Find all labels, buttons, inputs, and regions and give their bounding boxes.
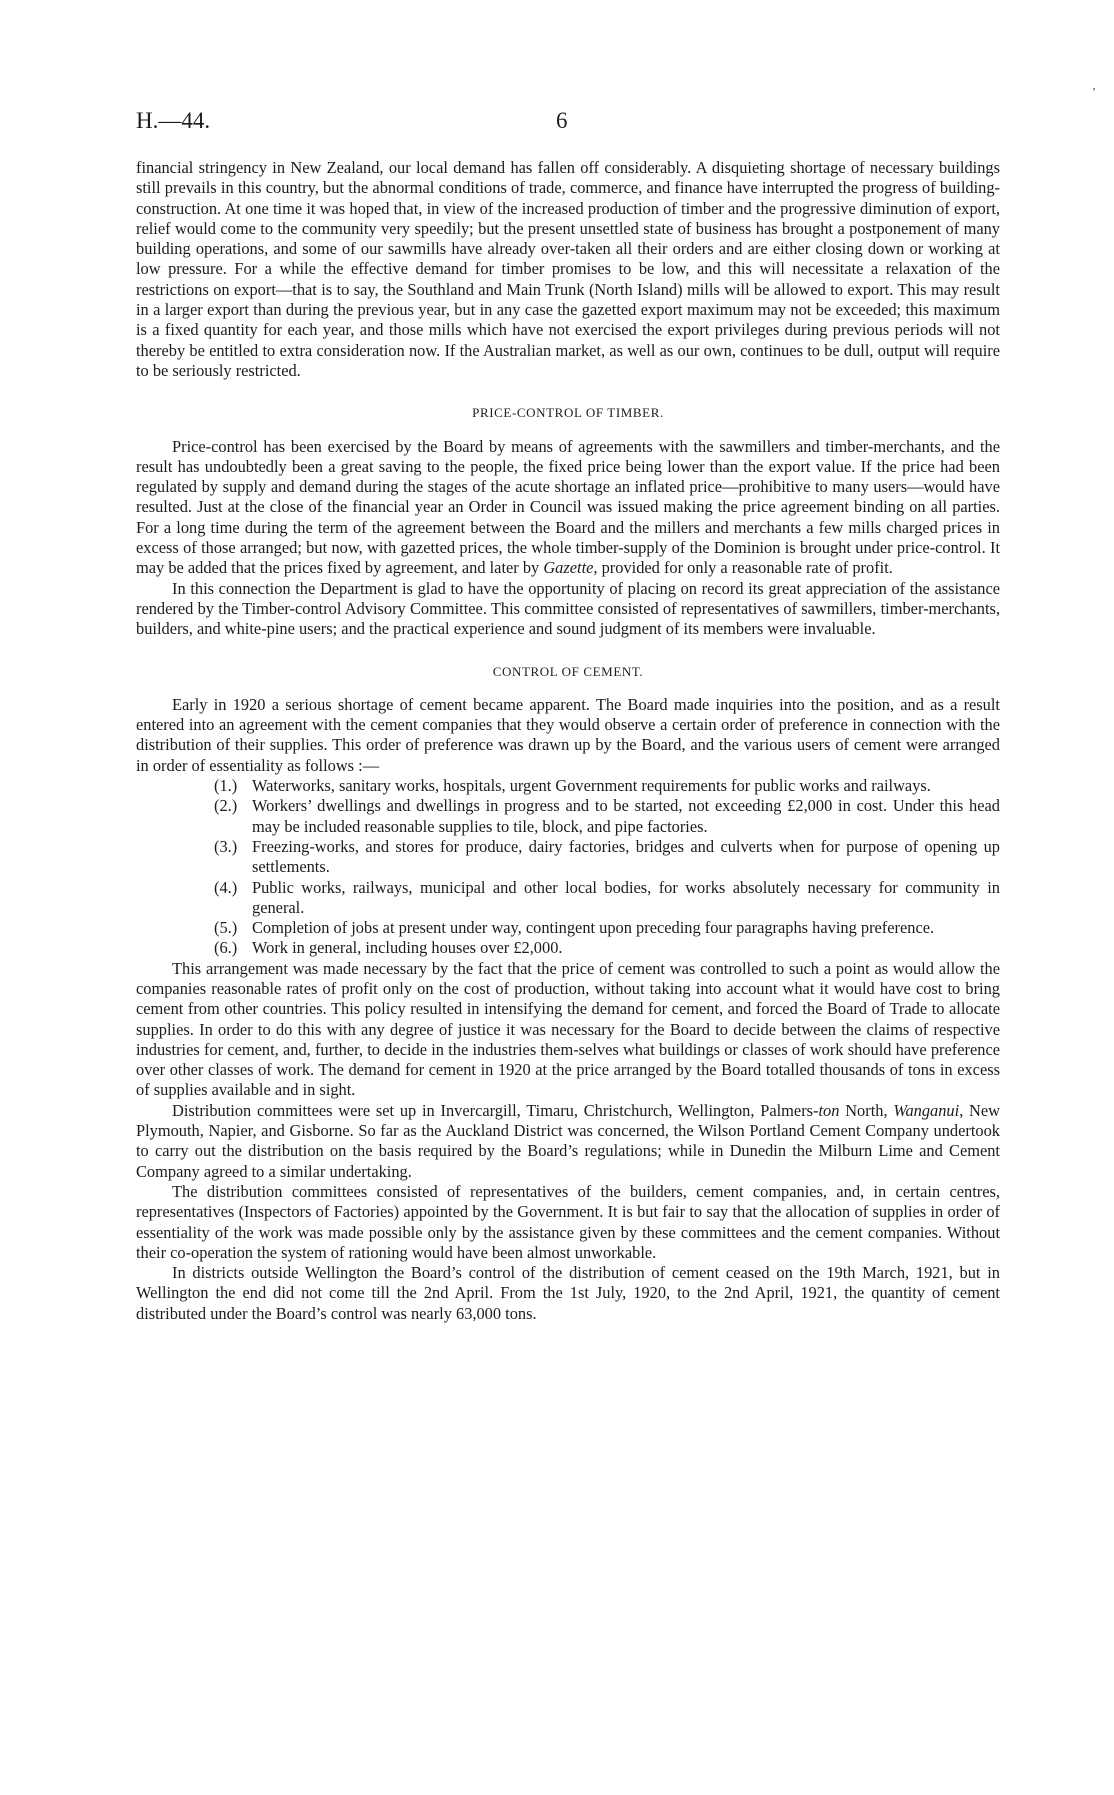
cement-paragraph-3 — [136, 1101, 1000, 1182]
list-item-text: Workers’ dwellings and dwellings in progress and to be started, not exceeding £2,000 in cost. Under this head may be included reasonable supplies to tile, block, and pipe factories. — [252, 796, 1000, 836]
list-item-number: (5.) — [214, 918, 238, 938]
timber-p1-italic: Gazette — [543, 558, 594, 578]
corner-mark: ‚ — [1092, 78, 1096, 92]
cement-p3-italic-b: Wanganui — [893, 1100, 960, 1120]
list-item — [214, 918, 1000, 938]
list-item-number: (4.) — [214, 877, 238, 897]
timber-paragraph-2: In this connection the Department is glad to have the opportunity of placing on record its great appreciation of the assistance rendered by the Timber-control Advisory Committee. This committee consisted of representatives of sawmillers, timber-merchants, builders, and white-pine users; and the practical experience and sound judgment of its members were invaluable. — [136, 578, 1000, 639]
list-item — [214, 837, 1000, 878]
section-heading-cement: CONTROL OF CEMENT. — [492, 663, 644, 679]
list-item-number: (3.) — [214, 836, 238, 856]
page-body — [136, 158, 1000, 1324]
cement-p3-text-a: Distribution committees were set up in Invercargill, Timaru, Christchurch, Wellington, Palmers- — [172, 1100, 819, 1120]
timber-paragraph-1 — [136, 437, 1000, 579]
list-item-text: Public works, railways, municipal and other local bodies, for works absolutely necessary for community in general. — [252, 877, 1000, 917]
list-item — [214, 796, 1000, 837]
list-item — [214, 776, 1000, 796]
timber-p1-text-b: , provided for only a reasonable rate of profit. — [593, 558, 893, 578]
cement-p3-text-c: , New Plymouth, Napier, and Gisborne. So far as the Auckland District was concerned, the Wilson Portland Cement Company undertook to carry out the distribution on the basis required by the Board’s regulations; while in Dunedin the Milburn Lime and Cement Company agreed to a similar undertaking. — [136, 1100, 1000, 1181]
cement-paragraph-1: Early in 1920 a serious shortage of cement became apparent. The Board made inquiries into the position, and as a result entered into an agreement with the cement companies that they would observe a certain order of preference in connection with the distribution of their supplies. This order of preference was drawn up by the Board, and the various users of cement were arranged in order of essentiality as follows :— — [136, 694, 1000, 775]
list-item-text: Waterworks, sanitary works, hospitals, urgent Government requirements for public works and railways. — [252, 776, 931, 796]
cement-paragraph-4: The distribution committees consisted of representatives of the builders, cement companies, and, in certain centres, representatives (Inspectors of Factories) appointed by the Government. It is but fair to say that the allocation of supplies in order of essentiality of the work was made possible only by the assistance given by these committees and the cement companies. Without their co-operation the system of rationing would have been almost unworkable. — [136, 1181, 1000, 1262]
list-item — [214, 938, 1000, 958]
list-item-number: (1.) — [214, 776, 238, 796]
section-heading-timber: PRICE-CONTROL OF TIMBER. — [472, 405, 664, 421]
preference-list — [136, 776, 1000, 959]
document-reference: H.—44. — [136, 108, 211, 133]
list-item-text: Completion of jobs at present under way, contingent upon preceding four paragraphs having preference. — [252, 918, 935, 938]
list-item-number: (6.) — [214, 938, 238, 958]
list-item-text: Freezing-works, and stores for produce, dairy factories, bridges and culverts when for purpose of opening up settlements. — [252, 836, 1000, 877]
page-header — [136, 108, 1000, 138]
list-item — [214, 878, 1000, 919]
timber-p1-text-a: Price-control has been exercised by the Board by means of agreements with the sawmillers and timber-merchants, and the result has undoubtedly been a great saving to the people, the fixed price being lower than the export value. If the price had been regulated by supply and demand during the stages of the acute shortage an inflated price—prohibitive to many users—would have resulted. Just at the close of the financial year an Order in Council was issued making the price agreement binding on all parties. For a long time during the term of the agreement between the Board and the millers and merchants a few mills charged prices in excess of those arranged; but now, with gazetted prices, the whole timber-supply of the Dominion is brought under price-control. It may be added that the prices fixed by agreement, and later by — [136, 436, 1000, 578]
cement-p3-text-b: North, — [839, 1100, 894, 1120]
list-item-number: (2.) — [214, 796, 238, 816]
page-number: 6 — [556, 108, 568, 133]
list-item-text: Work in general, including houses over £2,000. — [252, 938, 563, 958]
intro-paragraph: financial stringency in New Zealand, our local demand has fallen off considerably. A disquieting shortage of necessary buildings still prevails in this country, but the abnormal conditions of trade, commerce, and finance have interrupted the progress of building-construction. At one time it was hoped that, in view of the increased production of timber and the progressive diminution of export, relief would come to the community very speedily; but the present unsettled state of business has brought a postponement of many building operations, and some of our sawmills have already over-taken all their orders and are either closing down or working at low pressure. For a while the effective demand for timber promises to be low, and this will necessitate a relaxation of the restrictions on export—that is to say, the Southland and Main Trunk (North Island) mills will be allowed to export. This may result in a larger export than during the previous year, but in any case the gazetted export maximum may not be exceeded; this maximum is a fixed quantity for each year, and those mills which have not exercised the export privileges during previous periods will not thereby be entitled to extra consideration now. If the Australian market, as well as our own, continues to be dull, output will require to be seriously restricted. — [136, 158, 1000, 380]
cement-p3-italic-a: ton — [818, 1100, 840, 1120]
cement-paragraph-5: In districts outside Wellington the Board’s control of the distribution of cement ceased on the 19th March, 1921, but in Wellington the end did not come till the 2nd April. From the 1st July, 1920, to the 2nd April, 1921, the quantity of cement distributed under the Board’s control was nearly 63,000 tons. — [136, 1263, 1000, 1323]
cement-paragraph-2: This arrangement was made necessary by the fact that the price of cement was controlled to such a point as would allow the companies reasonable rates of profit only on the cost of production, without taking into account what it would have cost to bring cement from other countries. This policy resulted in intensifying the demand for cement, and forced the Board of Trade to allocate supplies. In order to do this with any degree of justice it was necessary for the Board to decide between the claims of respective industries for cement, and, further, to decide in the industries them-selves what buildings or classes of work should have preference over other classes of work. The demand for cement in 1920 at the price arranged by the Board totalled thousands of tons in excess of supplies available and in sight. — [136, 958, 1000, 1100]
